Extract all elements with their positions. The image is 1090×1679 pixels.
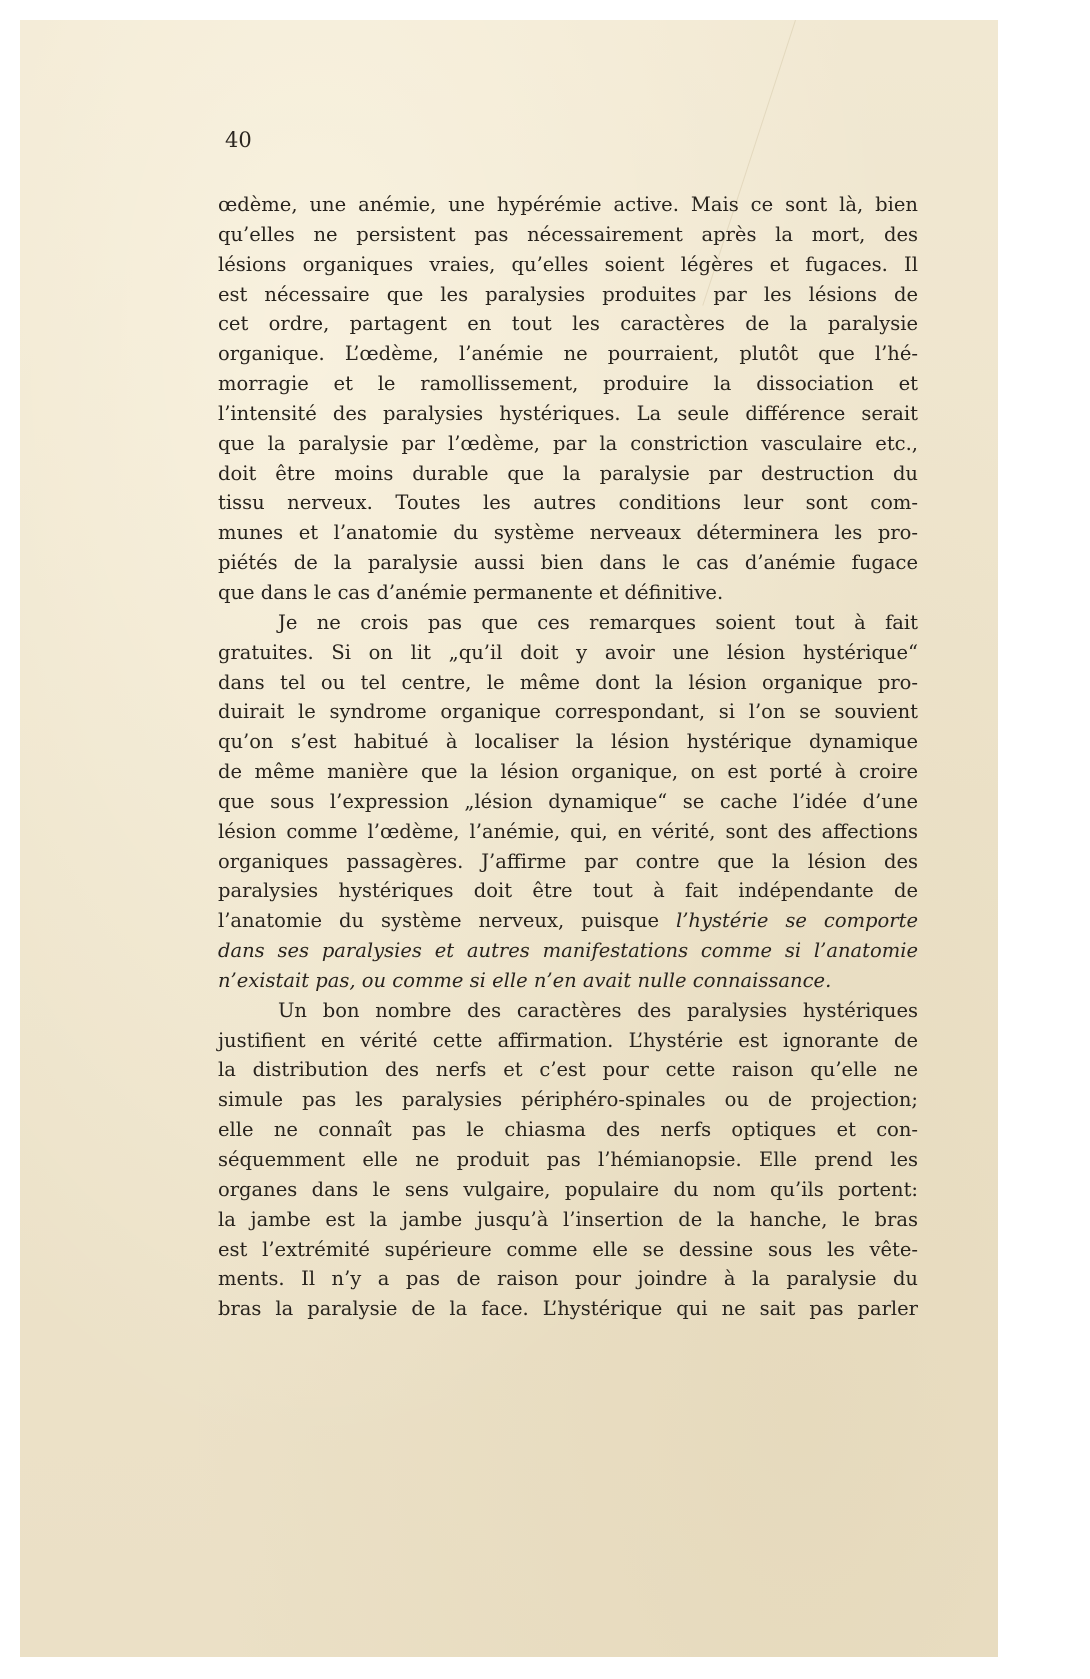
text-line: est l’extrémité supérieure comme elle se dessine sous les vête- — [218, 1237, 918, 1261]
text-line: que la paralysie par l’œdème, par la constriction vasculaire etc., — [218, 431, 918, 455]
paragraph-start-line: Je ne crois pas que ces remarques soient tout à fait — [278, 610, 918, 634]
text-line: munes et l’anatomie du système nerveaux déterminera les pro- — [218, 521, 918, 545]
text-line: bras la paralysie de la face. L’hystérique qui ne sait pas parler — [218, 1297, 918, 1321]
italic-paragraph-end-line: n’existait pas, ou comme si elle n’en avait nulle connaissance. — [218, 968, 832, 992]
text-line: doit être moins durable que la paralysie par destruction du — [218, 461, 918, 485]
text-line: lésions organiques vraies, qu’elles soient légères et fugaces. Il — [218, 252, 918, 276]
text-line: tissu nerveux. Toutes les autres conditions leur sont com- — [218, 491, 918, 515]
text-line: est nécessaire que les paralysies produites par les lésions de — [218, 282, 918, 306]
text-line: organique. L’œdème, l’anémie ne pourraient, plutôt que l’hé- — [218, 342, 918, 366]
text-line: de même manière que la lésion organique, on est porté à croire — [218, 760, 918, 784]
text-run: l’anatomie du système nerveux, puisque — [218, 909, 676, 933]
text-line: simule pas les paralysies périphéro-spinales ou de projection; — [218, 1088, 918, 1112]
text-line: qu’on s’est habitué à localiser la lésion hystérique dynamique — [218, 730, 918, 754]
mixed-italic-line — [218, 906, 918, 936]
text-line: lésion comme l’œdème, l’anémie, qui, en vérité, sont des affections — [218, 819, 918, 843]
text-line: duirait le syndrome organique correspondant, si l’on se souvient — [218, 700, 918, 724]
text-line: piétés de la paralysie aussi bien dans le cas d’anémie fugace — [218, 551, 918, 575]
text-line: la distribution des nerfs et c’est pour cette raison qu’elle ne — [218, 1058, 918, 1082]
text-line: gratuites. Si on lit „qu’il doit y avoir une lésion hystérique“ — [218, 640, 918, 664]
page-number: 40 — [225, 128, 252, 152]
paragraph-end-line: que dans le cas d’anémie permanente et définitive. — [218, 580, 724, 604]
italic-line: dans ses paralysies et autres manifestations comme si l’anatomie — [218, 939, 918, 963]
text-line: séquemment elle ne produit pas l’hémianopsie. Elle prend les — [218, 1148, 918, 1171]
text-line: que sous l’expression „lésion dynamique“ se cache l’idée d’une — [218, 789, 918, 813]
text-line: qu’elles ne persistent pas nécessairement après la mort, des — [218, 222, 918, 246]
text-line: justifient en vérité cette affirmation. L’hystérie est ignorante de — [218, 1028, 918, 1052]
text-line: organiques passagères. J’affirme par contre que la lésion des — [218, 849, 918, 873]
text-line: l’intensité des paralysies hystériques. La seule différence serait — [218, 401, 918, 425]
text-line: elle ne connaît pas le chiasma des nerfs optiques et con- — [218, 1118, 918, 1142]
italic-run: l’hystérie se comporte — [675, 909, 918, 933]
text-line: la jambe est la jambe jusqu’à l’insertion de la hanche, le bras — [218, 1207, 918, 1231]
text-line: cet ordre, partagent en tout les caractères de la paralysie — [218, 312, 918, 336]
paragraph-start-line: Un bon nombre des caractères des paralysies hystériques — [278, 998, 918, 1022]
text-line: ments. Il n’y a pas de raison pour joindre à la paralysie du — [218, 1267, 918, 1291]
body-text — [218, 190, 918, 1324]
text-line: paralysies hystériques doit être tout à fait indépendante de — [218, 879, 918, 903]
text-line: morragie et le ramollissement, produire la dissociation et — [218, 372, 918, 396]
text-line: œdème, une anémie, une hypérémie active. Mais ce sont là, bien — [218, 193, 918, 216]
text-line: dans tel ou tel centre, le même dont la lésion organique pro- — [218, 670, 918, 694]
text-line: organes dans le sens vulgaire, populaire du nom qu’ils portent: — [218, 1177, 918, 1201]
